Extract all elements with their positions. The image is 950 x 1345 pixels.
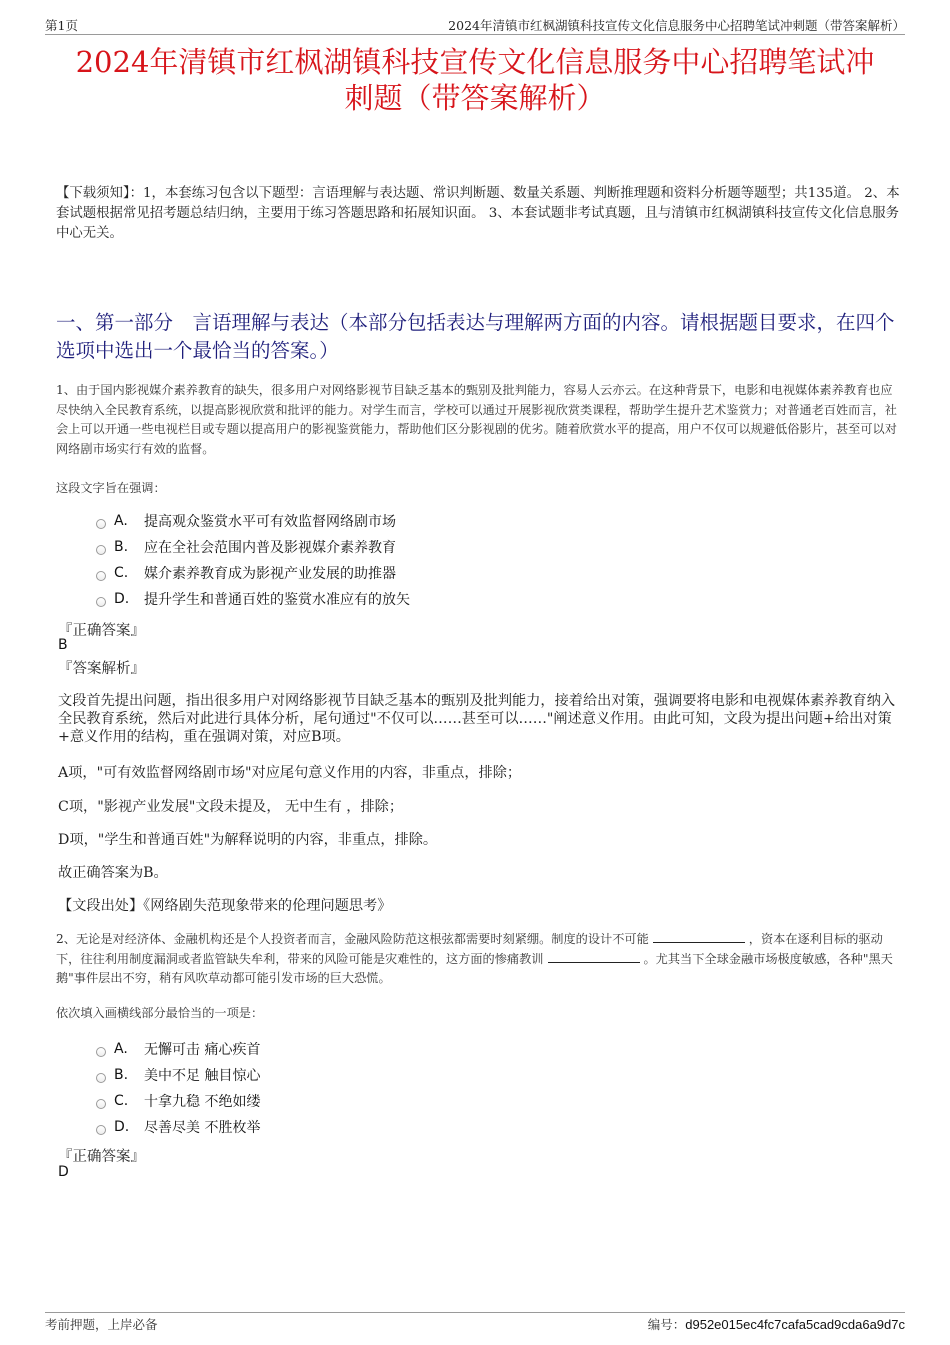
question-1-body: 1、由于国内影视媒介素养教育的缺失，很多用户对网络影视节目缺乏基本的甄别及批判能力，容易人云亦云。在这种背景下，电影和电视媒体素养教育也应尽快纳入全民教育系统，以提高影视欣赏和批评的能力。对学生而言，学校可以通过开展影视欣赏类课程，帮助学生提升艺术鉴赏力；对普通老百姓而言，社会上可以开通一些电视栏目或专题以提高用户的影视鉴赏能力，帮助他们区分影视剧的优劣。随着欣赏水平的提高，用户不仅可以规避低俗影片，甚至可以对网络剧市场实行有效的监督。 bbox=[56, 383, 897, 456]
radio-icon[interactable] bbox=[96, 1073, 106, 1083]
page-footer bbox=[45, 1312, 905, 1333]
correct-answer-label: 『正确答案』 bbox=[58, 1149, 145, 1165]
option-text: 十拿九稳 不绝如缕 bbox=[144, 1094, 261, 1110]
analysis-option-c: C项，"影视产业发展"文段未提及， 无中生有 ，排除； bbox=[58, 799, 404, 815]
option-text: 应在全社会范围内普及影视媒介素养教育 bbox=[144, 540, 396, 556]
option-a[interactable] bbox=[96, 1036, 260, 1062]
fill-blank-1[interactable] bbox=[653, 931, 745, 943]
analysis-option-d: D项，"学生和普通百姓"为解释说明的内容，非重点，排除。 bbox=[58, 832, 438, 848]
option-letter: C. bbox=[114, 1093, 129, 1109]
code-value: d952e015ec4fc7cafa5cad9cda6a9d7c bbox=[685, 1317, 905, 1332]
fill-blank-2[interactable] bbox=[548, 951, 640, 963]
question-2-options bbox=[96, 1036, 260, 1140]
page-number: 第1页 bbox=[45, 18, 78, 33]
page-header bbox=[45, 14, 905, 35]
option-letter: D. bbox=[114, 591, 130, 607]
footer-slogan: 考前押题，上岸必备 bbox=[45, 1317, 158, 1332]
question-2-prompt: 依次填入画横线部分最恰当的一项是： bbox=[56, 1006, 264, 1020]
radio-icon[interactable] bbox=[96, 597, 106, 607]
section-heading: 一、第一部分 言语理解与表达（本部分包括表达与理解两方面的内容。请根据题目要求，在四个选项中选出一个最恰当的答案。） bbox=[56, 311, 895, 362]
option-letter: B. bbox=[114, 1067, 129, 1083]
document-code bbox=[648, 1315, 905, 1333]
title-line-1: 2024年清镇市红枫湖镇科技宣传文化信息服务中心招聘笔试冲 bbox=[75, 45, 875, 79]
correct-answer-value: B bbox=[58, 637, 68, 653]
correct-answer-value: D bbox=[58, 1164, 69, 1180]
option-c[interactable] bbox=[96, 1088, 260, 1114]
option-c[interactable] bbox=[96, 560, 410, 586]
download-notice: 【下载须知】：1，本套练习包含以下题型：言语理解与表达题、常识判断题、数量关系题、判断推理题和资料分析题等题型；共135道。 2、本套试题根据常见招考题总结归纳，主要用于练习答题思路和拓展知识面。 3、本套试题非考试真题，且与清镇市红枫湖镇科技宣传文化信息服务中心无关。 bbox=[56, 186, 900, 241]
header-doc-title: 2024年清镇市红枫湖镇科技宣传文化信息服务中心招聘笔试冲刺题（带答案解析） bbox=[448, 18, 905, 33]
option-b[interactable] bbox=[96, 534, 410, 560]
radio-icon[interactable] bbox=[96, 1125, 106, 1135]
option-text: 媒介素养教育成为影视产业发展的助推器 bbox=[144, 566, 396, 582]
passage-source: 【文段出处】《网络剧失范现象带来的伦理问题思考》 bbox=[58, 898, 392, 914]
code-label: 编号： bbox=[647, 1317, 686, 1332]
option-text: 美中不足 触目惊心 bbox=[144, 1068, 261, 1084]
radio-icon[interactable] bbox=[96, 1047, 106, 1057]
option-text: 尽善尽美 不胜枚举 bbox=[144, 1120, 261, 1136]
title-line-2: 刺题（带答案解析） bbox=[344, 81, 606, 115]
option-letter: B. bbox=[114, 539, 129, 555]
option-text: 提升学生和普通百姓的鉴赏水准应有的放矢 bbox=[144, 592, 410, 608]
question-2-body bbox=[56, 930, 898, 989]
option-text: 无懈可击 痛心疾首 bbox=[144, 1042, 261, 1058]
question-1-prompt: 这段文字旨在强调： bbox=[56, 481, 166, 495]
option-d[interactable] bbox=[96, 586, 410, 612]
analysis-label: 『答案解析』 bbox=[58, 661, 145, 677]
analysis-conclusion: 故正确答案为B。 bbox=[58, 865, 168, 881]
option-letter: A. bbox=[114, 1041, 128, 1057]
question-2-text-2: ，资本在逐利目标的驱动下，往往利用制度漏洞或者监管缺失牟利，带来的风险可能是灾难性的，这方面的惨痛教训 bbox=[56, 932, 883, 966]
option-a[interactable] bbox=[96, 508, 410, 534]
option-letter: C. bbox=[114, 565, 129, 581]
correct-answer-label: 『正确答案』 bbox=[58, 623, 145, 639]
analysis-text: 文段首先提出问题，指出很多用户对网络影视节目缺乏基本的甄别及批判能力，接着给出对策，强调要将电影和电视媒体素养教育纳入全民教育系统，然后对此进行具体分析，尾句通过"不仅可以……甚至可以……"阐述意义作用。由此可知，文段为提出问题+给出对策+意义作用的结构，重在强调对策，对应B项。 bbox=[58, 693, 896, 745]
option-d[interactable] bbox=[96, 1114, 260, 1140]
option-b[interactable] bbox=[96, 1062, 260, 1088]
question-1-options bbox=[96, 508, 410, 612]
question-2-text-1: 2、无论是对经济体、金融机构还是个人投资者而言，金融风险防范这根弦都需要时刻紧绷。制度的设计不可能 bbox=[56, 932, 649, 946]
radio-icon[interactable] bbox=[96, 571, 106, 581]
radio-icon[interactable] bbox=[96, 1099, 106, 1109]
radio-icon[interactable] bbox=[96, 545, 106, 555]
document-title bbox=[45, 44, 905, 116]
option-letter: A. bbox=[114, 513, 128, 529]
radio-icon[interactable] bbox=[96, 519, 106, 529]
option-text: 提高观众鉴赏水平可有效监督网络剧市场 bbox=[144, 514, 396, 530]
option-letter: D. bbox=[114, 1119, 130, 1135]
question-2-text-3: 。尤其当下全球金融市场极度敏感，各种"黑天鹅"事件层出不穷，稍有风吹草动都可能引发市场的巨大恐慌。 bbox=[56, 951, 893, 985]
analysis-option-a: A项，"可有效监督网络剧市场"对应尾句意义作用的内容，非重点，排除； bbox=[58, 765, 522, 781]
